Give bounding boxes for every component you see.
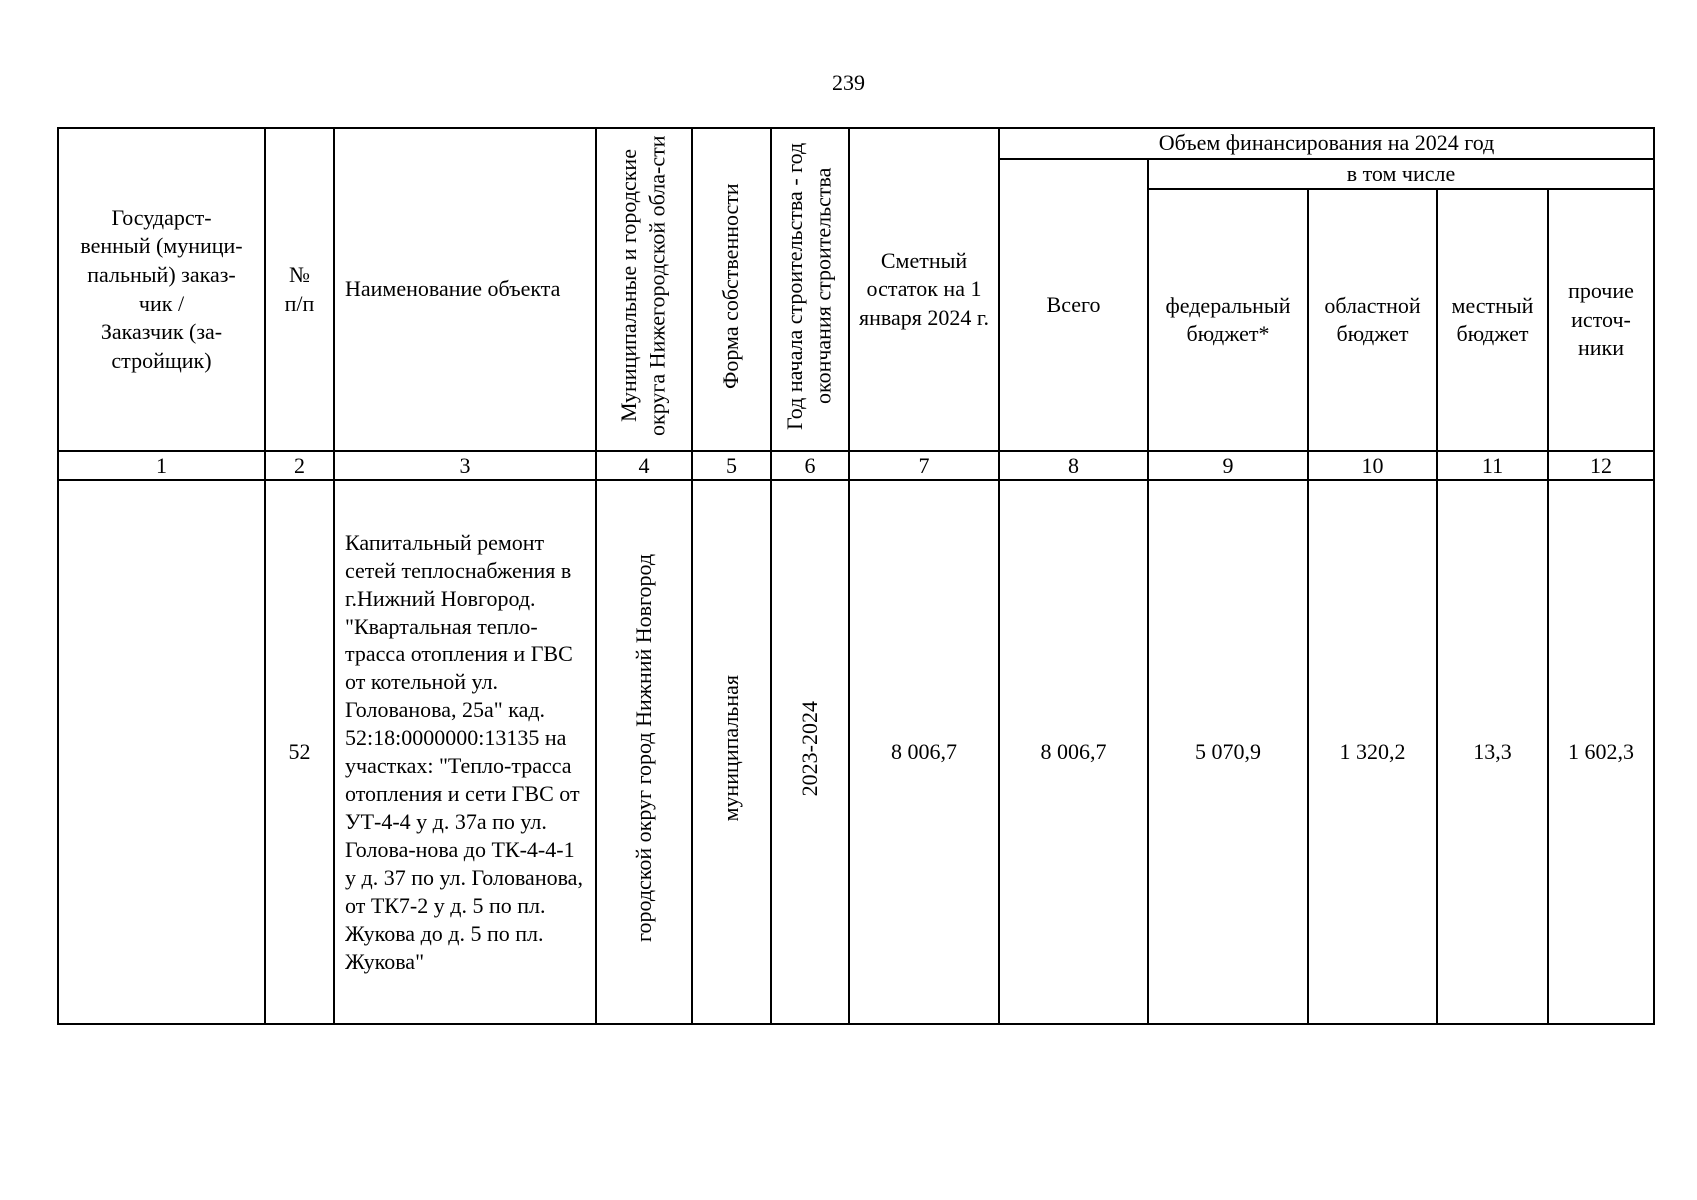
table-row [58,480,1654,1024]
cell-ownership [692,480,771,1024]
header-customer [58,128,265,451]
column-number: 11 [1437,451,1548,480]
header-customer-text: Государст- венный (муници- пальный) заказ- чик / Заказчик (за- стройщик) [80,204,243,373]
cell-local: 13,3 [1437,480,1548,1024]
financing-table [57,127,1655,1025]
header-object-name: Наименование объекта [334,128,596,451]
header-balance: Сметный остаток на 1 января 2024 г. [849,128,999,451]
column-number: 10 [1308,451,1437,480]
cell-customer [58,480,265,1024]
column-number: 5 [692,451,771,480]
header-regional: областной бюджет [1308,189,1437,451]
header-municipality-text: Муниципальные и городские округа Нижегородской обла-сти [616,135,670,437]
cell-balance: 8 006,7 [849,480,999,1024]
cell-num: 52 [265,480,334,1024]
cell-object-name-text: Капитальный ремонт сетей теплоснабжения в г.Нижний Новгород. "Квартальная тепло-трасса отопления и ГВС от котельной ул. Голованова, 25а" кад. 52:18:0000000:13135 на участках: "Тепло-трасса отопления и сети ГВС от УТ-4-4 у д. 37а по ул. Голова-нова до ТК-4-4-1 у д. 37 по ул. Голованова, от ТК7-2 у д. 5 по пл. Жукова до д. 5 по пл. Жукова" [345,529,583,974]
column-number: 7 [849,451,999,480]
header-local: местный бюджет [1437,189,1548,451]
cell-object-name [334,480,596,1024]
column-number: 4 [596,451,692,480]
column-number: 2 [265,451,334,480]
cell-total: 8 006,7 [999,480,1148,1024]
page-number: 239 [832,70,865,95]
header-years [771,128,849,451]
header-years-text: Год начала строительства - год окончания строительства [782,142,836,430]
header-num [265,128,334,451]
header-num-text: № п/п [284,262,315,316]
column-number: 3 [334,451,596,480]
column-number: 6 [771,451,849,480]
cell-years-text: 2023-2024 [796,700,822,797]
header-other: прочие источ-ники [1548,189,1654,451]
cell-federal: 5 070,9 [1148,480,1308,1024]
cell-years [771,480,849,1024]
column-number: 12 [1548,451,1654,480]
header-total: Всего [999,159,1148,452]
column-number: 9 [1148,451,1308,480]
header-ownership-text: Форма собственности [718,182,744,389]
cell-ownership-text: муниципальная [718,675,744,822]
cell-municipality-text: городской округ город Нижний Новгород [630,554,656,943]
header-ownership [692,128,771,451]
column-number: 8 [999,451,1148,480]
cell-municipality [596,480,692,1024]
header-including: в том числе [1148,159,1654,190]
cell-regional: 1 320,2 [1308,480,1437,1024]
header-municipality [596,128,692,451]
column-numbers-row [58,451,1654,480]
header-financing-title: Объем финансирования на 2024 год [999,128,1654,159]
column-number: 1 [58,451,265,480]
header-federal: федеральный бюджет* [1148,189,1308,451]
cell-other: 1 602,3 [1548,480,1654,1024]
